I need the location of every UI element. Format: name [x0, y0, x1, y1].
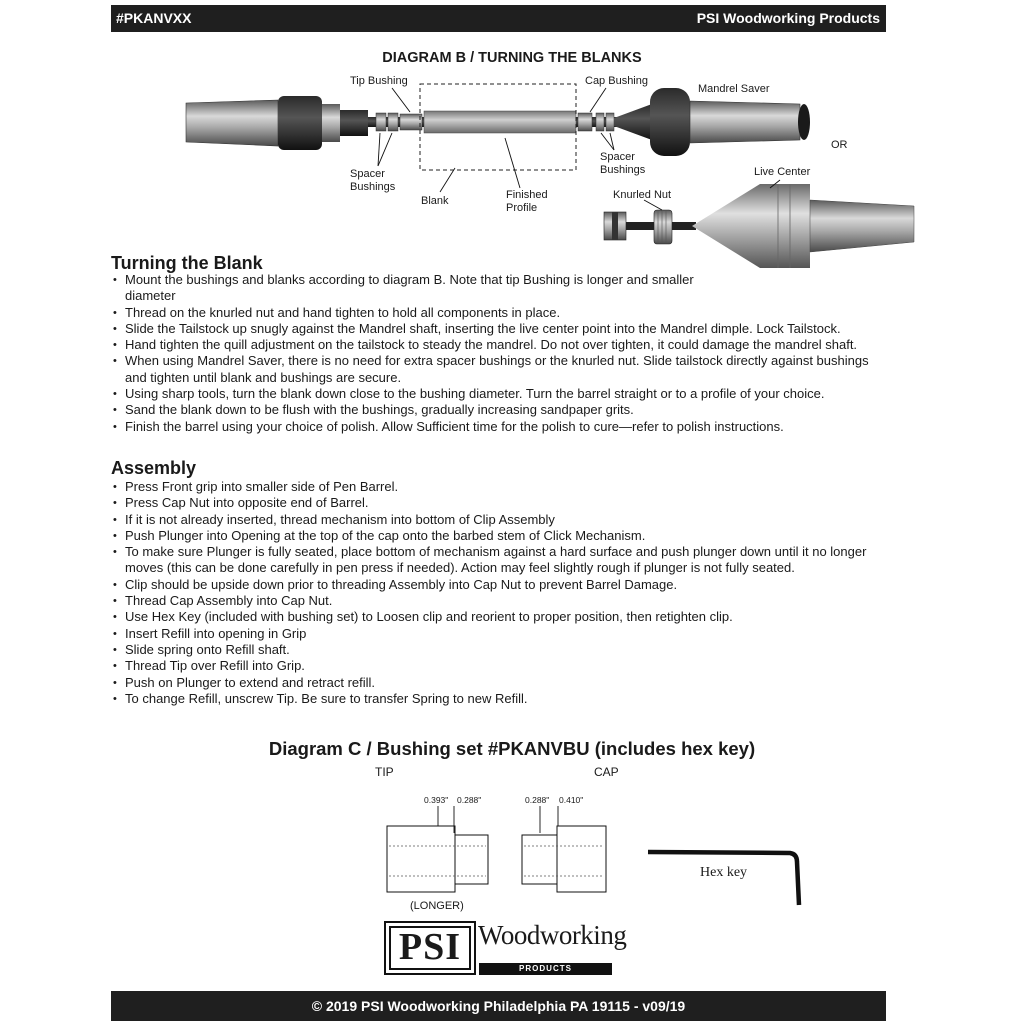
label-tip: TIP	[375, 765, 394, 779]
list-item: • Thread Tip over Refill into Grip.	[113, 658, 888, 674]
footer-text: © 2019 PSI Woodworking Philadelphia PA 19115 - v09/19	[311, 998, 686, 1014]
list-item: • Sand the blank down to be flush with the bushings, gradually increasing sandpaper grits.	[113, 402, 888, 418]
list-item: • Press Front grip into smaller side of Pen Barrel.	[113, 479, 888, 495]
morse-taper-left	[186, 100, 278, 146]
logo-mark: PSI	[398, 926, 462, 968]
cap-bushing	[578, 113, 592, 131]
logo-word: Woodworking	[478, 920, 627, 950]
list-item: • To make sure Plunger is fully seated, place bottom of mechanism against a hard surface and push plunger down until it no longer moves (this can be done carefully in pen press if needed). Action may feel slightly rough if plunger is not fully seated.	[113, 544, 888, 577]
diagram-c-title: Diagram C / Bushing set #PKANVBU (includes hex key)	[268, 738, 756, 759]
list-item: • Insert Refill into opening in Grip	[113, 626, 888, 642]
tip-dim-small: 0.288"	[457, 795, 482, 805]
list-item: • Thread Cap Assembly into Cap Nut.	[113, 593, 888, 609]
cap-dim-large: 0.410"	[559, 795, 584, 805]
assembly-heading: Assembly	[111, 458, 197, 478]
cap-bushing-small	[522, 835, 557, 884]
list-item: • Push Plunger into Opening at the top of the cap onto the barbed stem of Click Mechanism.	[113, 528, 888, 544]
label-finished-1: Finished	[506, 189, 548, 201]
label-tip-bushing: Tip Bushing	[350, 75, 408, 87]
diagram-b-title: DIAGRAM B / TURNING THE BLANKS	[382, 50, 642, 66]
list-item: • Mount the bushings and blanks according to diagram B. Note that tip Bushing is longer and smaller diameter	[113, 272, 725, 305]
label-spacer-left-2: Bushings	[350, 181, 396, 193]
assembly-list	[113, 479, 888, 707]
label-spacer-right-2: Bushings	[600, 164, 646, 176]
list-item: • Slide the Tailstock up snugly against the Mandrel shaft, inserting the live center point into the Mandrel dimple. Lock Tailstock.	[113, 321, 888, 337]
logo-sub: PRODUCTS	[479, 963, 612, 975]
label-or: OR	[831, 139, 848, 151]
list-item: • Clip should be upside down prior to threading Assembly into Cap Nut to prevent Barrel Damage.	[113, 577, 888, 593]
list-item: • Slide spring onto Refill shaft.	[113, 642, 888, 658]
label-longer: (LONGER)	[410, 900, 464, 912]
label-spacer-left-1: Spacer	[350, 168, 385, 180]
label-knurled-nut: Knurled Nut	[613, 189, 672, 201]
tip-bushing	[400, 114, 422, 130]
list-item: • Push on Plunger to extend and retract refill.	[113, 675, 888, 691]
label-blank: Blank	[421, 195, 449, 207]
list-item: • Thread on the knurled nut and hand tighten to hold all components in place.	[113, 305, 888, 321]
list-item: • If it is not already inserted, thread mechanism into bottom of Clip Assembly	[113, 512, 888, 528]
brand-name: PSI Woodworking Products	[696, 10, 880, 26]
label-mandrel-saver: Mandrel Saver	[698, 83, 770, 95]
label-hex-key: Hex key	[700, 865, 748, 880]
list-item: • To change Refill, unscrew Tip. Be sure to transfer Spring to new Refill.	[113, 691, 888, 707]
tip-bushing-large	[387, 826, 455, 892]
live-center-point	[692, 184, 760, 268]
label-cap-bushing: Cap Bushing	[585, 75, 648, 87]
turning-heading: Turning the Blank	[111, 253, 263, 273]
list-item: • When using Mandrel Saver, there is no need for extra spacer bushings or the knurled nut. Slide tailstock directly against bushings and tighten until blank and bushings are secure.	[113, 353, 890, 386]
list-item: • Finish the barrel using your choice of polish. Allow Sufficient time for the polish to cure—refer to polish instructions.	[113, 419, 888, 435]
product-code: #PKANVXX	[116, 10, 192, 26]
tip-bushing-small	[455, 835, 488, 884]
psi-logo	[384, 921, 476, 975]
label-spacer-right-1: Spacer	[600, 151, 635, 163]
list-item: • Using sharp tools, turn the blank down close to the bushing diameter. Turn the barrel straight or to a profile of your choice.	[113, 386, 888, 402]
pen-blank	[424, 111, 576, 133]
label-cap: CAP	[594, 765, 619, 779]
tip-dim-large: 0.393"	[424, 795, 449, 805]
cap-bushing-large	[557, 826, 606, 892]
mandrel-saver	[650, 88, 690, 156]
turning-list	[113, 272, 888, 435]
label-live-center: Live Center	[754, 166, 811, 178]
mandrel-diagram	[0, 0, 1024, 280]
label-finished-2: Profile	[506, 202, 538, 214]
live-center-body	[760, 184, 810, 268]
footer-bar	[111, 991, 886, 1021]
list-item: • Press Cap Nut into opposite end of Barrel.	[113, 495, 888, 511]
cap-dim-small: 0.288"	[525, 795, 550, 805]
collet-nut	[278, 96, 322, 150]
list-item: • Use Hex Key (included with bushing set) to Loosen clip and reorient to proper position, then retighten clip.	[113, 609, 888, 625]
knurled-nut	[654, 210, 672, 244]
list-item: • Hand tighten the quill adjustment on the tailstock to steady the mandrel. Do not over tighten, it could damage the mandrel shaft.	[113, 337, 870, 353]
